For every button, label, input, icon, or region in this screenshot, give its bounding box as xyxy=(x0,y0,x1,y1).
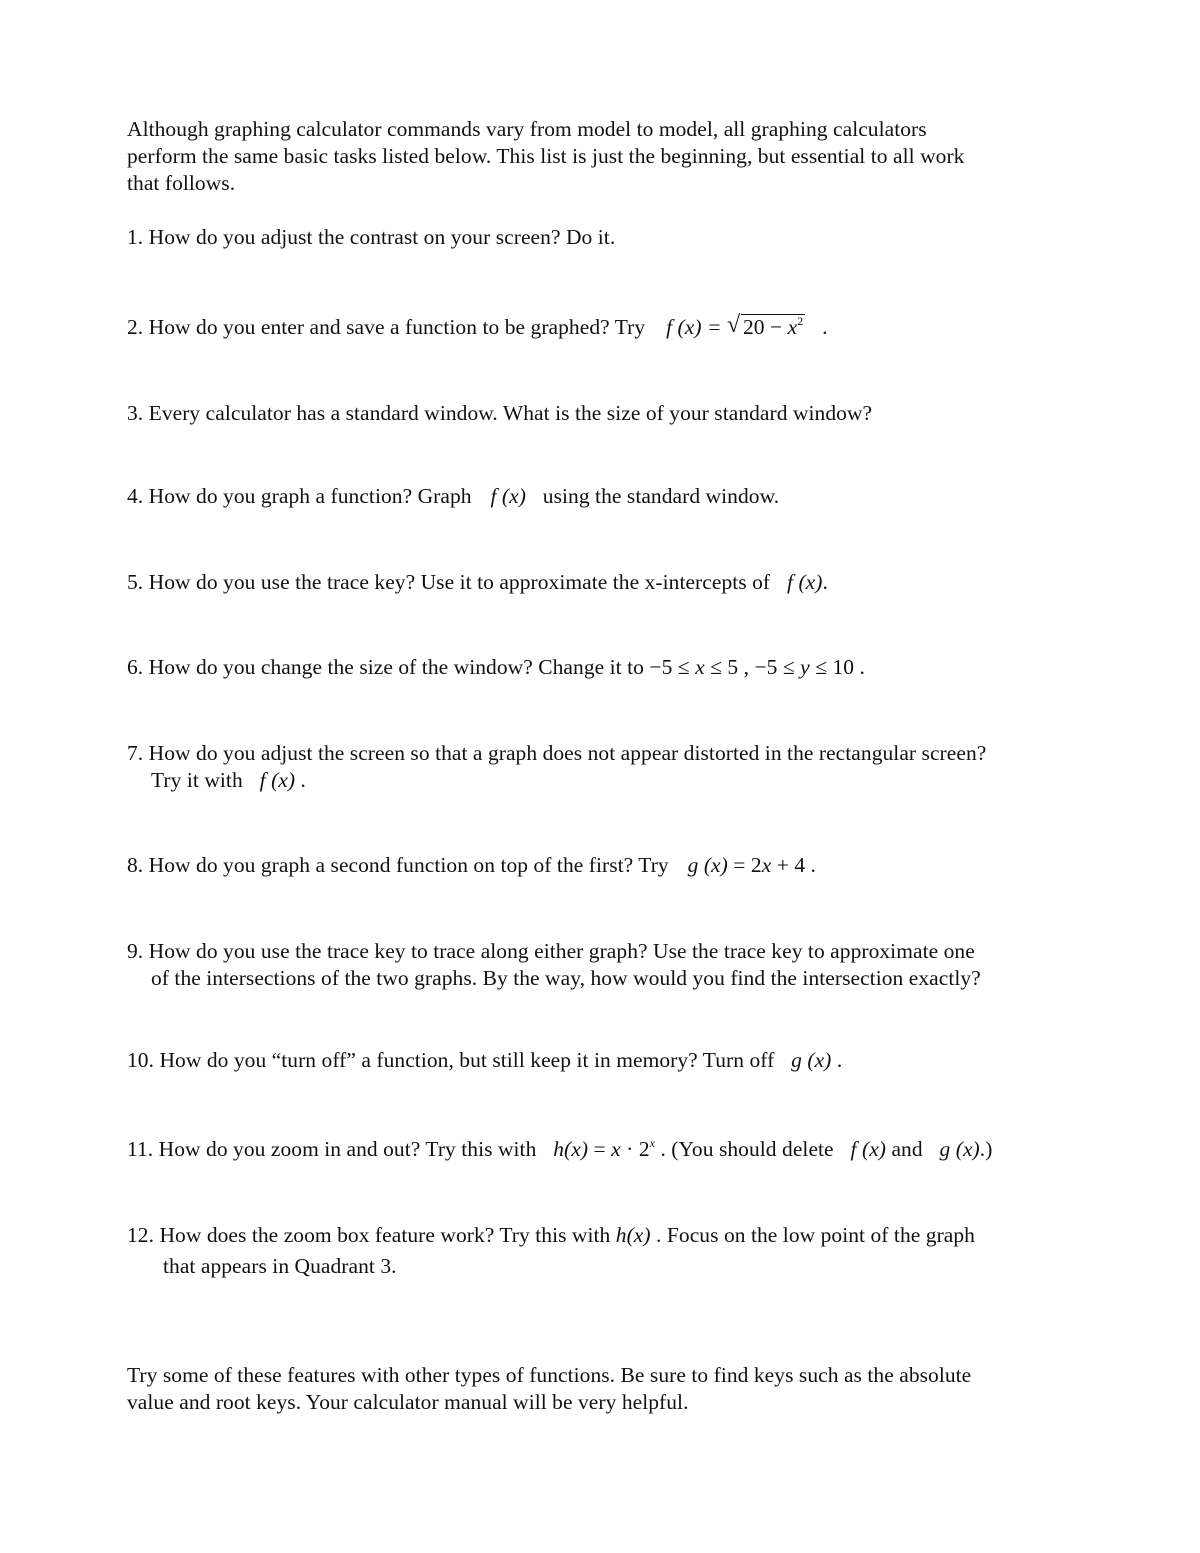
question-8-text: 8. How do you graph a second function on top of the first? Try xyxy=(127,853,669,877)
q11-g-function: g (x) xyxy=(939,1137,980,1161)
question-11-end: .) xyxy=(979,1137,993,1161)
question-1: 1. How do you adjust the contrast on your screen? Do it. xyxy=(127,225,616,249)
q6-inequality-x-right: ≤ 5 , xyxy=(710,655,750,679)
question-7-end: . xyxy=(300,768,306,792)
q2-radicand xyxy=(741,314,805,339)
question-11-mid: . (You should delete xyxy=(660,1137,834,1161)
question-6 xyxy=(127,653,865,681)
q7-function: f (x) xyxy=(259,768,296,792)
question-10-text: 10. How do you “turn off” a function, but still keep it in memory? Turn off xyxy=(127,1048,775,1072)
q2-square-root xyxy=(727,313,805,341)
q11-x-factor: x xyxy=(611,1137,621,1161)
q12-h-function: h(x) xyxy=(615,1223,651,1247)
question-8 xyxy=(127,851,816,879)
q6-inequality-x-var: x xyxy=(695,655,705,679)
question-10 xyxy=(127,1046,842,1074)
question-4 xyxy=(127,482,779,510)
q8-function-rhs-a: = 2 xyxy=(733,853,762,877)
q11-exponent: x xyxy=(649,1136,656,1150)
q2-function-lhs: f (x) = xyxy=(666,315,722,339)
q5-function: f (x) xyxy=(787,570,823,594)
q2-exponent: 2 xyxy=(797,314,804,328)
q6-inequality-x-left: −5 ≤ xyxy=(649,655,690,679)
q6-inequality-y-right: ≤ 10 . xyxy=(815,655,865,679)
question-4-text: 4. How do you graph a function? Graph xyxy=(127,484,472,508)
q2-radicand-number: 20 − xyxy=(742,315,783,339)
question-7-line-2-text: Try it with xyxy=(151,768,243,792)
question-11-text: 11. How do you zoom in and out? Try this with xyxy=(127,1137,537,1161)
question-11 xyxy=(127,1135,992,1163)
q2-radicand-variable: x xyxy=(787,315,798,339)
q11-h-function: h(x) xyxy=(553,1137,589,1161)
q6-inequality-y-var: y xyxy=(800,655,810,679)
q8-function-rhs-b: + 4 . xyxy=(776,853,816,877)
closing-line-2: value and root keys. Your calculator manual will be very helpful. xyxy=(127,1390,689,1414)
q6-inequality-y-left: −5 ≤ xyxy=(754,655,795,679)
intro-line-1: Although graphing calculator commands vary from model to model, all graphing calculators xyxy=(127,117,927,141)
question-5-text: 5. How do you use the trace key? Use it to approximate the x-intercepts of xyxy=(127,570,771,594)
question-5 xyxy=(127,568,828,596)
question-12-end: . Focus on the low point of the graph xyxy=(656,1223,975,1247)
q10-function: g (x) xyxy=(791,1048,832,1072)
question-3: 3. Every calculator has a standard window. What is the size of your standard window? xyxy=(127,401,873,425)
question-2-end: . xyxy=(822,315,828,339)
question-2 xyxy=(127,313,828,341)
question-4-end: using the standard window. xyxy=(542,484,780,508)
q11-f-function: f (x) xyxy=(850,1137,886,1161)
q11-dot: · xyxy=(626,1137,634,1161)
question-12-line-1 xyxy=(127,1221,975,1249)
question-10-end: . xyxy=(836,1048,843,1072)
q8-function-rhs-var: x xyxy=(761,853,772,877)
intro-line-3: that follows. xyxy=(127,171,236,195)
closing-line-1: Try some of these features with other types of functions. Be sure to find keys such as the absolute xyxy=(127,1363,972,1387)
q11-base: 2 xyxy=(638,1137,650,1161)
question-5-end: . xyxy=(822,570,828,594)
q4-function: f (x) xyxy=(490,484,526,508)
question-9-line-2: of the intersections of the two graphs. By the way, how would you find the intersection exactly? xyxy=(151,966,981,990)
q11-and: and xyxy=(891,1137,923,1161)
question-7-line-2 xyxy=(151,766,306,794)
question-12-line-2: that appears in Quadrant 3. xyxy=(163,1254,397,1278)
q8-function-lhs: g (x) xyxy=(687,853,728,877)
question-6-text: 6. How do you change the size of the window? Change it to xyxy=(127,655,644,679)
q11-equals: = xyxy=(593,1137,606,1161)
question-7-line-1: 7. How do you adjust the screen so that a graph does not appear distorted in the rectangular screen? xyxy=(127,741,987,765)
intro-line-2: perform the same basic tasks listed below. This list is just the beginning, but essential to all work xyxy=(127,144,965,168)
radical-sign-icon: √ xyxy=(726,312,741,338)
question-12-text: 12. How does the zoom box feature work? Try this with xyxy=(127,1223,611,1247)
question-9-line-1: 9. How do you use the trace key to trace along either graph? Use the trace key to approximate one xyxy=(127,939,975,963)
question-2-text: 2. How do you enter and save a function to be graphed? Try xyxy=(127,315,646,339)
